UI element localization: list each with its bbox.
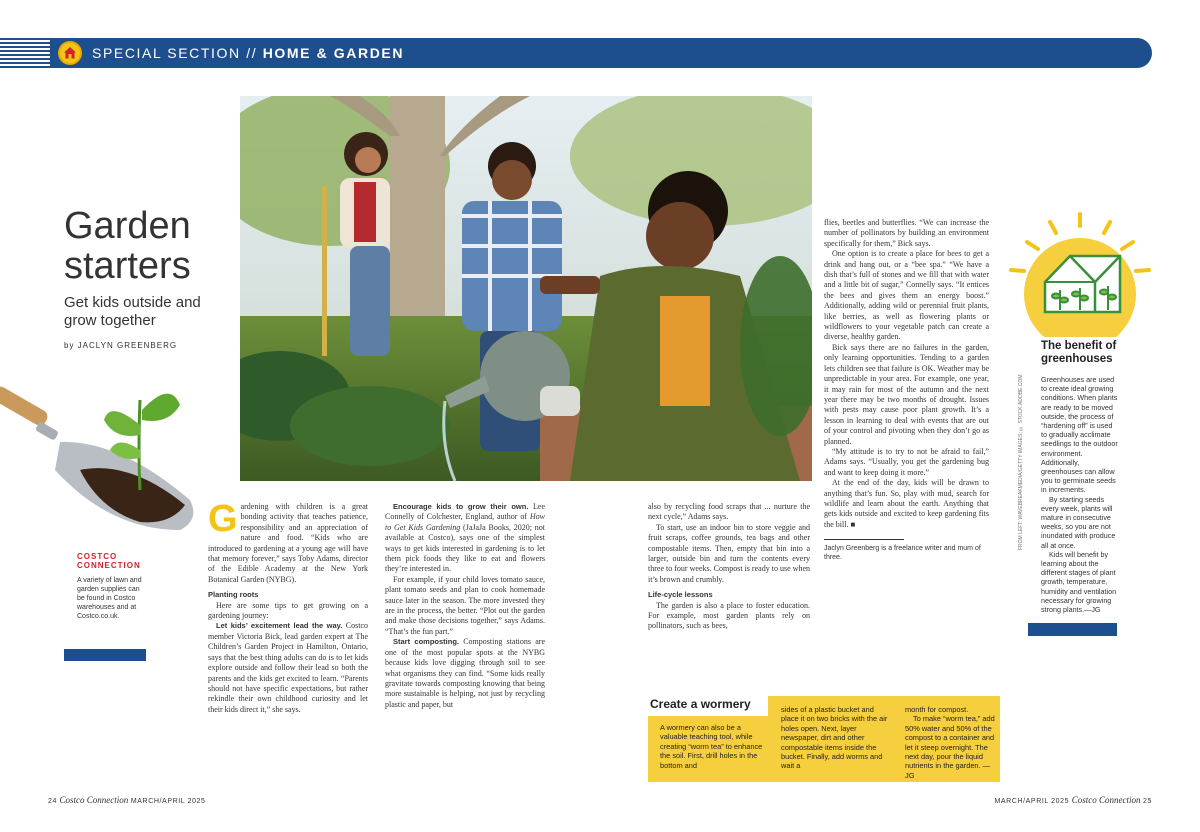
- run-in-head: Encourage kids to grow their own.: [393, 502, 529, 511]
- greenhouse-sidebar-title: The benefit of greenhouses: [1041, 340, 1117, 365]
- hero-photo: [240, 96, 812, 481]
- paragraph: To start, use an indoor bin to store veggie and fruit scraps, coffee grounds, tea bags and other compostable items. Then, empty that bin into a larger, outside bin and turn the contents every three to four weeks. Compost is ready to use when it’s brown and crumbly.: [648, 522, 810, 584]
- publication-name: Costco Connection: [59, 795, 129, 805]
- costco-connection-title: COSTCO CONNECTION: [77, 552, 141, 570]
- trowel-illustration: [0, 380, 210, 540]
- page-number: 24: [48, 798, 57, 805]
- greenhouse-sun-icon: [1005, 212, 1155, 337]
- subhead-planting-roots: Planting roots: [208, 590, 259, 600]
- wormery-title: Create a wormery: [650, 697, 751, 711]
- end-rule: [824, 539, 904, 540]
- subhead-life-cycle: Life-cycle lessons: [648, 590, 713, 600]
- article-column-2: [385, 502, 545, 710]
- house-badge: [58, 41, 82, 65]
- article-column-1: [208, 498, 368, 715]
- byline: by JACLYN GREENBERG: [64, 341, 178, 350]
- footer-left: [48, 795, 206, 805]
- paragraph: Bick says there are no failures in the garden, only learning opportunities. Tending to a garden lets children see that failure is OK. Weather may be unpredictable in your area. For example, one year, it may rain for most of the autumn and the next year there may be two months of drought. Issues with pests may cause poor plant growth. It’s a lesson in learning to deal with events that are out of your control and pivoting when they don’t go as planned.: [824, 342, 989, 446]
- paragraph: Kids will benefit by learning about the different stages of plant growth, temperature, humidity and ventilation necessary for growing strong plants.—JG: [1041, 549, 1117, 615]
- paragraph: For example, if your child loves tomato sauce, plant tomato seeds and plan to cook homemade sauce later in the season. The more invested they are in the process, the better. “Plot out the garden and make those decisions together,” says Adams. “That’s the fun part.”: [385, 574, 545, 636]
- paragraph: “My attitude is to try to not be afraid to fail,” Adams says. “Usually, you get the gardening bug and want to keep doing it more.”: [824, 446, 989, 477]
- article-title: Garden starters: [64, 205, 191, 287]
- article-column-3: [648, 502, 810, 632]
- greenhouse-sidebar-text: [1041, 375, 1119, 614]
- paragraph: Here are some tips to get growing on a gardening journey:: [208, 600, 368, 621]
- article-subtitle: Get kids outside and grow together: [64, 294, 201, 329]
- book-title: How to Get Kids Gardening: [385, 512, 545, 532]
- costco-connection-bar: [64, 649, 146, 661]
- paragraph: Let kids’ excitement lead the way. Costco member Victoria Bick, lead garden expert at The Children’s Garden Project in Hamilton, Ontario, says that the best thing adults can do is to let kids explore outside and follow their lead so both the parents and the kids get excited to learn. “Parents should not have specific expectations, but rather rekindle their own childhood curiosity and let their kids direct it,” she says.: [208, 621, 368, 714]
- page-number: 25: [1143, 798, 1152, 805]
- photo-credit: FROM LEFT: WAVEBREAKMEDIA/GETTY IMAGES; © STOCK.ADOBE.COM: [1018, 374, 1024, 550]
- run-in-head: Start composting.: [393, 637, 459, 647]
- greenhouse-sidebar-bar: [1028, 623, 1117, 636]
- issue-date: MARCH/APRIL 2025: [130, 798, 206, 805]
- trowel-seedling-icon: [0, 380, 210, 540]
- run-in-head: Let kids’ excitement lead the way.: [216, 621, 343, 631]
- greenhouse-illustration: [1005, 212, 1155, 337]
- article-column-4: [824, 218, 989, 562]
- wormery-column-3: [905, 705, 997, 780]
- footer-right: [994, 795, 1152, 805]
- section-header: [0, 38, 1152, 68]
- paragraph: By starting seeds every week, plants will mature in consecutive weeks, so you are not inundated with produce all at once.: [1041, 494, 1116, 550]
- publication-name: Costco Connection: [1071, 795, 1141, 805]
- wormery-column-1: A wormery can also be a valuable teaching tool, while creating “worm tea” to enhance the soil. First, drill holes in the bottom and: [660, 723, 763, 770]
- paragraph: The garden is also a place to foster education. For example, most garden plants rely on pollinators, such as bees,: [648, 600, 810, 631]
- paragraph: Greenhouses are used to create ideal growing conditions. When plants are ready to be moved outside, the process of “hardening off” is used to gradually acclimate seedlings to the outdoor environment. Additionally, greenhouses can allow you to germinate seeds in increments.: [1041, 375, 1118, 495]
- author-bio: Jaclyn Greenberg is a freelance writer and mum of three.: [824, 545, 981, 562]
- house-icon: [63, 46, 77, 60]
- paragraph: month for compost.: [905, 705, 969, 714]
- issue-date: MARCH/APRIL 2025: [994, 798, 1070, 805]
- paragraph: flies, beetles and butterflies. “We can increase the number of pollinators by building an environment specifically for them,” Bick says.: [824, 218, 989, 248]
- paragraph: ardening with children is a great bonding activity that teaches patience, responsibility and an appreciation of nature and food. “Kids who are introduced to gardening at a young age will have that memory forever,” says Toby Adams, director of the Edible Academy at the New York Botanical Garden (NYBG).: [208, 502, 368, 584]
- paragraph: also by recycling food scraps that ... nurture the next cycle,” Adams says.: [648, 502, 810, 522]
- paragraph: At the end of the day, kids will be drawn to anything that’s fun. So, play with mud, search for wildlife and learn about the earth. Anything that gets kids outside and excited to keep gardening fits the bill. ■: [824, 478, 989, 529]
- family-gardening-photo: [240, 96, 812, 481]
- paragraph: To make “worm tea,” add 50% water and 50% of the compost to a container and let it steep overnight. The next day, pour the liquid nutrients in the garden. —JG: [905, 714, 995, 780]
- paragraph: Encourage kids to grow their own. Lee Connelly of Colchester, England, author of How to Get Kids Gardening (JaJaJa Books, 2020; not available at Costco), says one of the simplest ways to get kids interested in gardening is to let them pick foods they like to eat and flowers they’re interested in.: [385, 502, 545, 574]
- section-label: SPECIAL SECTION // HOME & GARDEN: [92, 45, 405, 61]
- header-stripes: [0, 38, 50, 68]
- paragraph: Start composting. Composting stations are one of the most popular spots at the NYBG because kids love digging through soil to see what organisms they can find. “Some kids really gravitate towards composting knowing that being more sustainable is helping, not just by recycling plastic and paper, but: [385, 637, 545, 709]
- costco-connection-text: A variety of lawn and garden supplies can be found in Costco warehouses and at Costco.co.uk.: [77, 577, 142, 620]
- wormery-column-2: sides of a plastic bucket and place it on two bricks with the air holes open. Next, layer newspaper, dirt and other compostable items inside the bucket. Finally, add worms and wait a: [781, 705, 888, 771]
- paragraph: One option is to create a place for bees to get a drink and hang out, or a “bee spa.” “We have a dish that’s full of stones and we fill that with water and a little bit of sugar,” Connelly says. “It entices the bees and gives them an energy boost.” Additionally, adding wild or perennial fruit plants, like berries, as well as flowering plants or wildflowers to your vegetable patch can create a diverse, healthy garden.: [824, 249, 989, 342]
- drop-cap: G: [208, 498, 238, 540]
